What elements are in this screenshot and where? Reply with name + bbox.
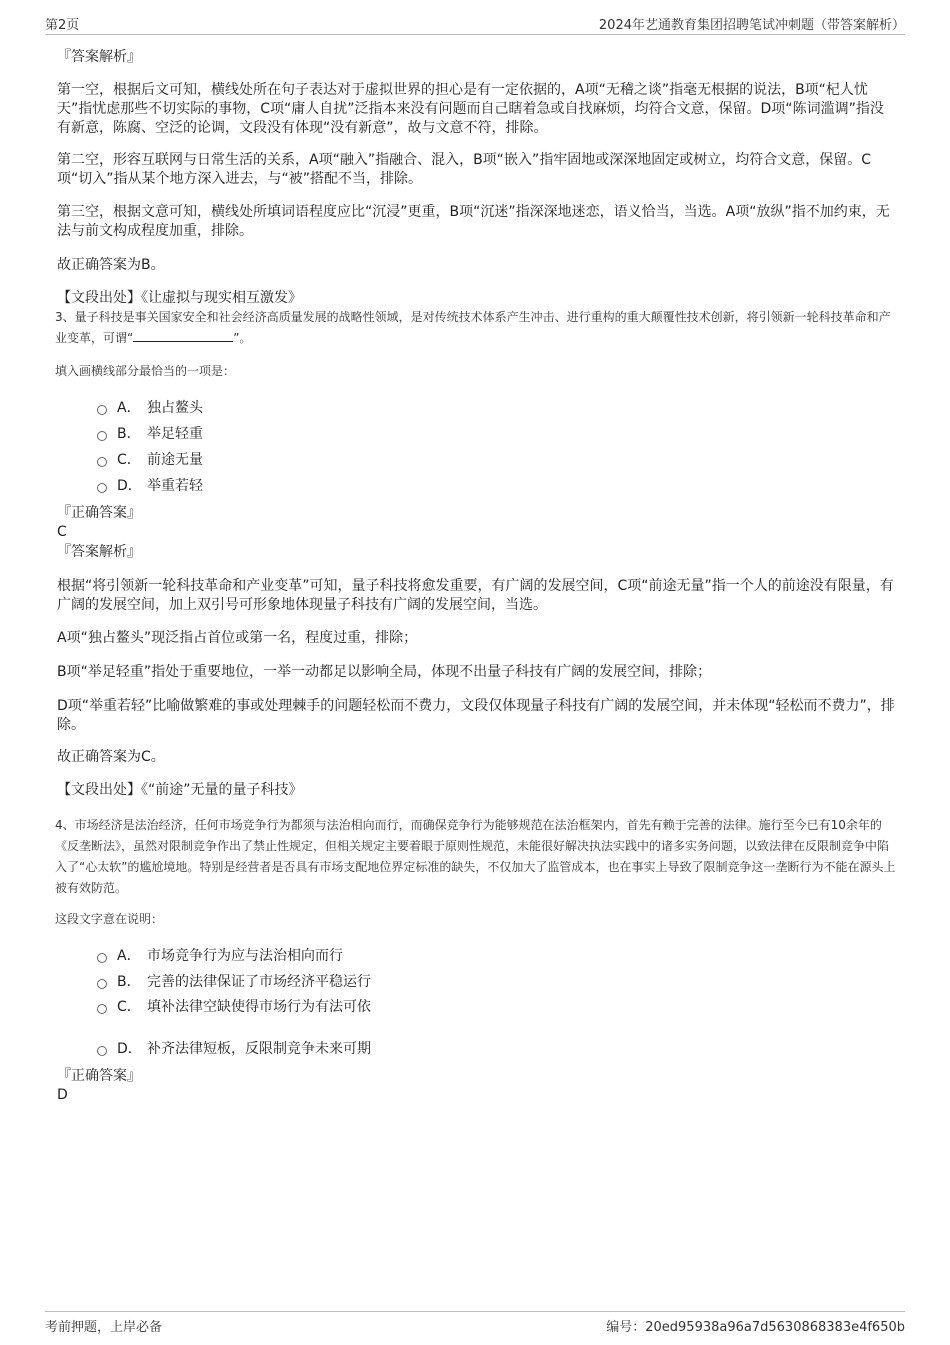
radio-icon[interactable] — [97, 431, 107, 441]
radio-icon[interactable] — [97, 1046, 107, 1056]
option-a[interactable]: A． 独占鳌头 — [97, 398, 203, 418]
answer-conclusion: 故正确答案为C。 — [57, 749, 165, 765]
page-number: 第2页 — [45, 18, 80, 33]
analysis-paragraph: 第二空，形容互联网与日常生活的关系，A项“融入”指融合、混入，B项“嵌入”指牢固地或深深地固定或树立，均符合文意，保留。C项“切入”指从某个地方深入进去，与“被”搭配不当，排除。 — [57, 152, 871, 187]
radio-icon[interactable] — [97, 979, 107, 989]
radio-icon[interactable] — [97, 457, 107, 467]
correct-answer: D — [57, 1087, 68, 1103]
radio-icon[interactable] — [97, 405, 107, 415]
analysis-paragraph: 第一空，根据后文可知，横线处所在句子表达对于虚拟世界的担心是有一定依据的，A项“无稽之谈”指毫无根据的说法，B项“杞人忧天”指忧虑那些不切实际的事物，C项“庸人自扰”泛指本来没有问题而自己瞎着急或自找麻烦，均符合文意，保留。D项“陈词滥调”指没有新意，陈腐、空泛的论调，文段没有体现“没有新意”，故与文意不符，排除。 — [57, 82, 884, 136]
answer-conclusion: 故正确答案为B。 — [57, 257, 165, 273]
radio-icon[interactable] — [97, 483, 107, 493]
correct-answer-label: 『正确答案』 — [57, 505, 141, 521]
fill-blank — [133, 329, 233, 342]
footer-slogan: 考前押题，上岸必备 — [45, 1320, 163, 1335]
analysis-paragraph: D项“举重若轻”比喻做繁难的事或处理棘手的问题轻松而不费力，文段仅体现量子科技有广阔的发展空间，并未体现“轻松而不费力”，排除。 — [57, 698, 895, 733]
question-stem: 4、市场经济是法治经济，任何市场竞争行为都须与法治相向而行，而确保竞争行为能够规范在法治框架内，首先有赖于完善的法律。施行至今已有10余年的《反垄断法》，虽然对限制竞争作出了禁止性规定，但相关规定主要着眼于原则性规范，未能很好解决执法实践中的诸多实务问题，以致法律在反限制竞争中陷入了“心太软”的尴尬境地。特别是经营者是否具有市场支配地位界定标准的缺失，不仅加大了监管成本，也在事实上导致了限制竞争这一垄断行为不能在源头上被有效防范。 — [55, 818, 896, 895]
question-stem: 3、量子科技是事关国家安全和社会经济高质量发展的战略性领域，是对传统技术体系产生冲击、进行重构的重大颠覆性技术创新，将引领新一轮科技革命和产业变革，可谓“ ”。 — [55, 310, 891, 345]
question-prompt: 这段文字意在说明： — [55, 912, 164, 926]
analysis-paragraph: A项“独占鳌头”现泛指占首位或第一名，程度过重，排除； — [57, 630, 418, 646]
analysis-paragraph: B项“举足轻重”指处于重要地位，一举一动都足以影响全局，体现不出量子科技有广阔的发展空间，排除； — [57, 664, 712, 680]
analysis-paragraph: 第三空，根据文意可知，横线处所填词语程度应比“沉浸”更重，B项“沉迷”指深深地迷恋，语义恰当，当选。A项“放纵”指不加约束，无法与前文构成程度加重，排除。 — [57, 204, 890, 239]
option-d[interactable]: D． 补齐法律短板，反限制竞争未来可期 — [97, 1039, 371, 1059]
page-header — [45, 14, 905, 35]
option-c[interactable]: C． 前途无量 — [97, 450, 203, 470]
radio-icon[interactable] — [97, 1004, 107, 1014]
option-a[interactable]: A． 市场竞争行为应与法治相向而行 — [97, 946, 343, 966]
correct-answer-label: 『正确答案』 — [57, 1068, 141, 1084]
question-prompt: 填入画横线部分最恰当的一项是： — [55, 364, 236, 378]
correct-answer: C — [57, 524, 67, 540]
radio-icon[interactable] — [97, 953, 107, 963]
option-b[interactable]: B． 完善的法律保证了市场经济平稳运行 — [97, 972, 371, 992]
option-b[interactable]: B． 举足轻重 — [97, 424, 203, 444]
option-c[interactable]: C． 填补法律空缺使得市场行为有法可依 — [97, 997, 371, 1017]
analysis-label: 『答案解析』 — [57, 49, 141, 65]
analysis-paragraph: 根据“将引领新一轮科技革命和产业变革”可知，量子科技将愈发重要，有广阔的发展空间，C项“前途无量”指一个人的前途没有限量，有广阔的发展空间，加上双引号可形象地体现量子科技有广阔的发展空间，当选。 — [57, 578, 894, 613]
source-citation: 【文段出处】《让虚拟与现实相互激发》 — [57, 290, 302, 306]
page-footer — [45, 1311, 905, 1336]
analysis-label: 『答案解析』 — [57, 544, 141, 560]
document-title: 2024年艺通教育集团招聘笔试冲刺题（带答案解析） — [598, 18, 905, 33]
document-id: 编号：20ed95938a96a7d5630868383e4f650b — [606, 1320, 905, 1335]
option-d[interactable]: D． 举重若轻 — [97, 476, 203, 496]
source-citation: 【文段出处】《“前途”无量的量子科技》 — [57, 782, 303, 798]
